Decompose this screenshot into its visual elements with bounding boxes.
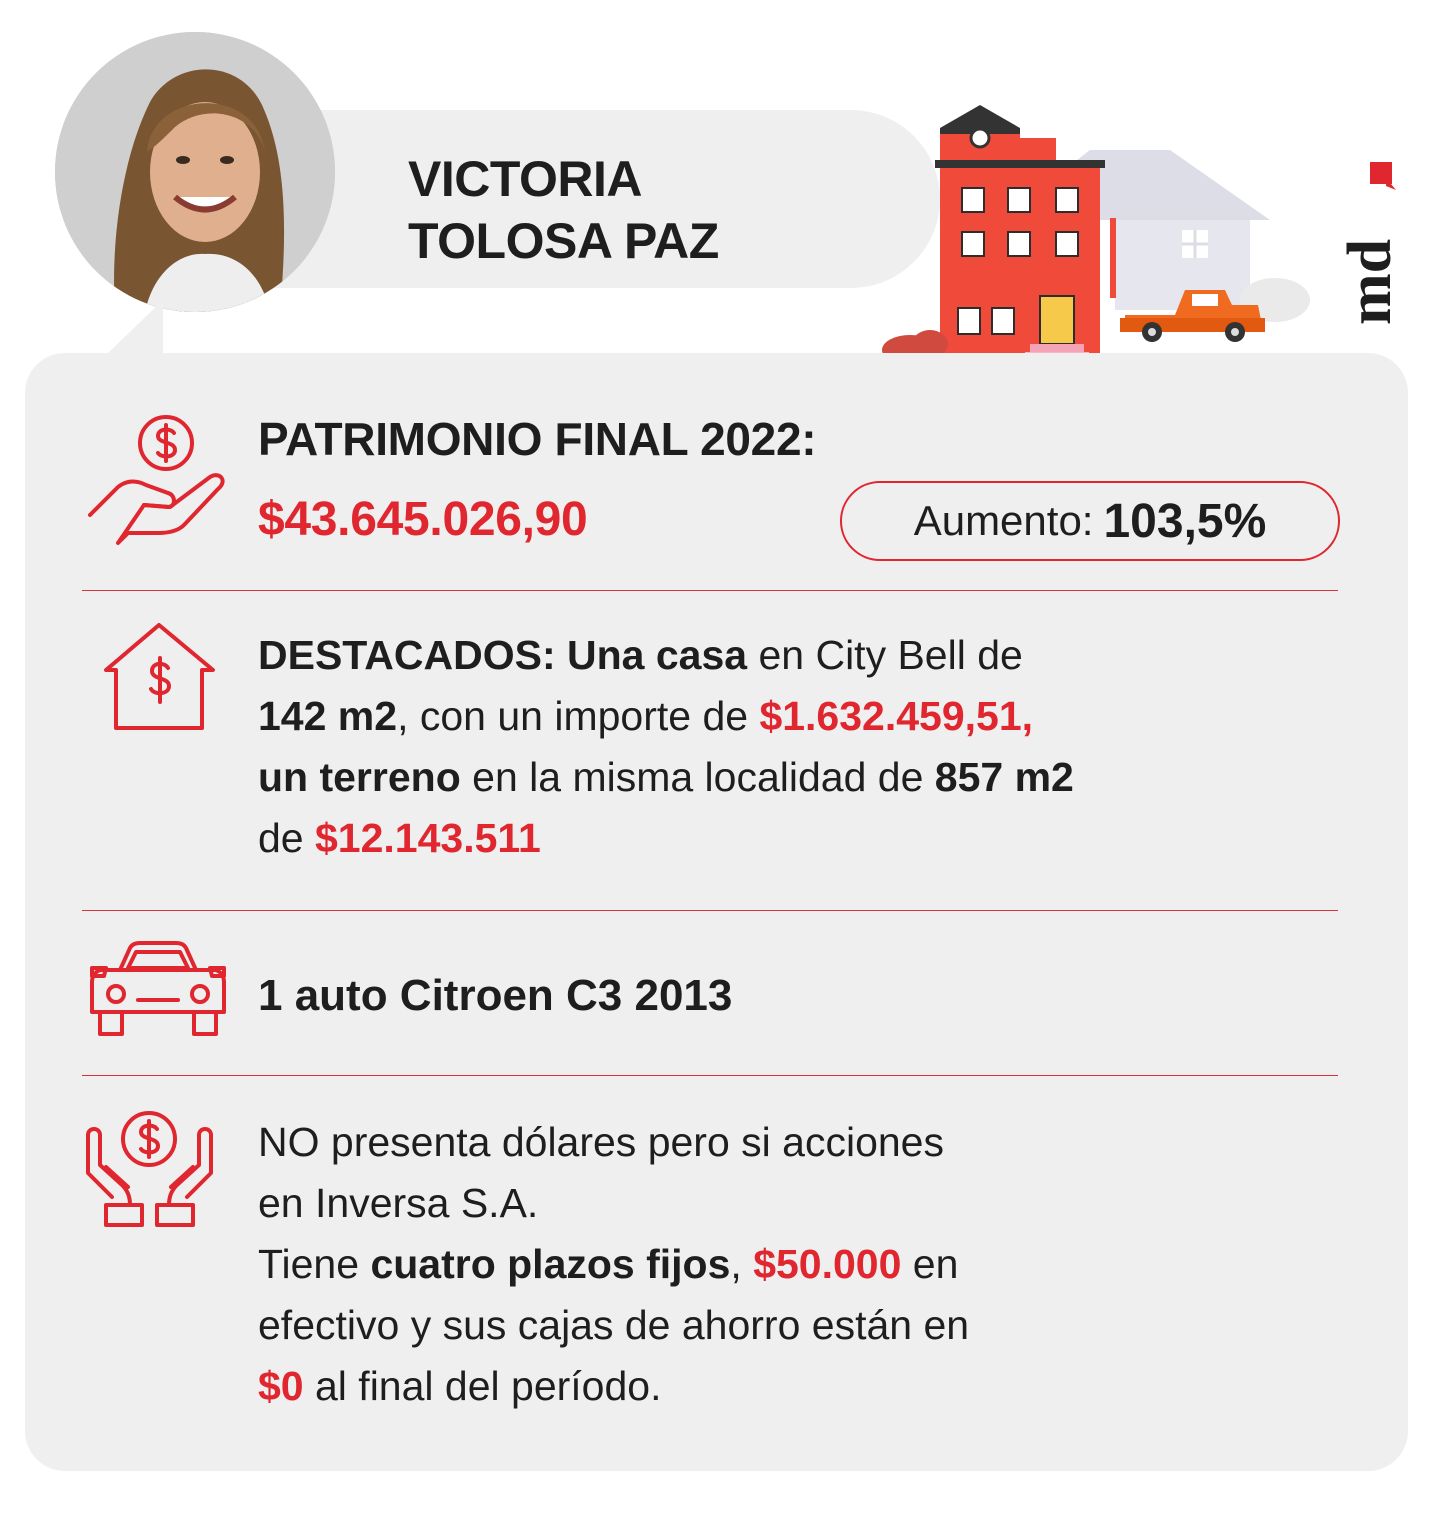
- car-icon: [88, 940, 228, 1040]
- finanzas-line: NO presenta dólares pero si acciones: [258, 1119, 944, 1165]
- increase-value: 103,5%: [1103, 494, 1267, 548]
- destacados-text: [258, 625, 1338, 869]
- destacados-segment: en la misma localidad de: [460, 754, 935, 800]
- finanzas-line: efectivo y sus cajas de ahorro están en: [258, 1302, 970, 1348]
- destacados-intro: DESTACADOS: Una casa: [258, 632, 748, 678]
- divider: [82, 590, 1338, 591]
- person-name: [408, 148, 719, 272]
- destacados-segment: en City Bell de: [747, 632, 1023, 678]
- mdz-logo: [1330, 150, 1410, 330]
- avatar: [55, 32, 335, 312]
- buildings-illustration: [880, 100, 1320, 365]
- patrimonio-amount: $43.645.026,90: [258, 493, 588, 546]
- hands-coin-icon: [82, 1105, 217, 1230]
- divider: [82, 1075, 1338, 1076]
- patrimonio-label: PATRIMONIO FINAL 2022:: [258, 413, 817, 465]
- efectivo-amount: $50.000: [753, 1241, 902, 1287]
- increase-label: Aumento:: [913, 497, 1094, 544]
- terreno-label: un terreno: [258, 754, 461, 800]
- terreno-importe: $12.143.511: [315, 815, 541, 861]
- name-line-2: TOLOSA PAZ: [408, 213, 719, 269]
- cajas-ahorro-amount: $0: [258, 1363, 304, 1409]
- finanzas-segment: en: [901, 1241, 959, 1287]
- destacados-segment: de: [258, 815, 315, 861]
- finanzas-segment: Tiene: [258, 1241, 371, 1287]
- finanzas-segment: al final del período.: [303, 1363, 662, 1409]
- increase-badge: [840, 481, 1340, 561]
- auto-text: 1 auto Citroen C3 2013: [258, 971, 733, 1020]
- finanzas-line: en Inversa S.A.: [258, 1180, 539, 1226]
- speech-tail: [105, 300, 165, 360]
- svg-text:md: md: [1336, 238, 1404, 325]
- house-dollar-icon: [102, 622, 217, 732]
- divider: [82, 910, 1338, 911]
- finanzas-segment: ,: [730, 1241, 754, 1287]
- plazos-fijos: cuatro plazos fijos: [370, 1241, 731, 1287]
- hand-money-icon: [88, 415, 228, 550]
- svg-text:z: z: [1349, 187, 1400, 208]
- terreno-area: 857 m2: [934, 754, 1074, 800]
- destacados-segment: , con un importe de: [397, 693, 760, 739]
- casa-importe: $1.632.459,51,: [759, 693, 1034, 739]
- casa-area: 142 m2: [258, 693, 398, 739]
- name-line-1: VICTORIA: [408, 151, 642, 207]
- finanzas-text: [258, 1112, 1278, 1417]
